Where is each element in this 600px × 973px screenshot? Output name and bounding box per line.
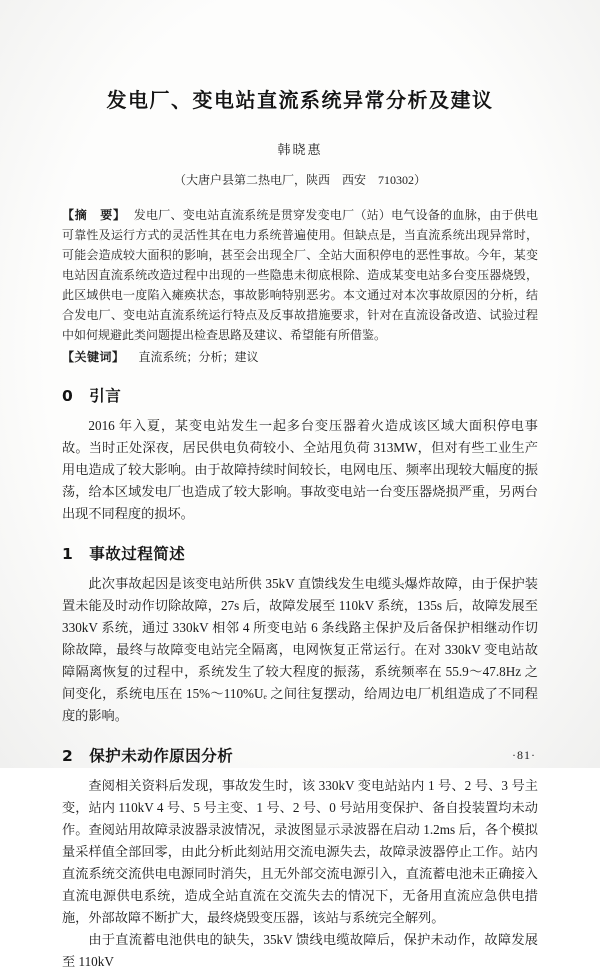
section-introduction: [62, 384, 538, 525]
paper-title: 发电厂、变电站直流系统异常分析及建议: [106, 90, 494, 112]
keywords-text: 直流系统；分析；建议: [138, 350, 259, 364]
section-protection-failure-analysis: [62, 744, 538, 973]
paragraph: 2016 年入夏，某变电站发生一起多台变压器着火造成该区域大面积停电事故。当时正处深夜，居民供电负荷较小、全站甩负荷 313MW，但对有些工业生产用电造成了较大影响。由于故障持续时间较长，电网电压、频率出现较大幅度的振荡，给本区域发电厂也造成了较大影响。事故变电站一台变压器烧损严重，另两台出现不同程度的损坏。: [62, 418, 538, 521]
abstract-text: 发电厂、变电站直流系统是贯穿发变电厂（站）电气设备的血脉，由于供电可靠性及运行方式的灵活性其在电力系统普遍使用。但缺点是，当直流系统出现异常时，可能会造成较大面积的影响，甚至会出现全厂、全站大面积停电的恶性事故。今年，某变电站因直流系统改造过程中出现的一些隐患未彻底根除、造成某变电站多台变压器烧毁，此区域供电一度陷入瘫痪状态，事故影响特别恶劣。本文通过对本次事故原因的分析，结合发电厂、变电站直流系统运行特点及反事故措施要求，针对在直流设备改造、试验过程中如何规避此类问题提出检查思路及建议、希望能有所借鉴。: [62, 208, 538, 342]
section-accident-overview: [62, 542, 538, 727]
page-number: ·81·: [512, 748, 536, 762]
paragraph: 由于直流蓄电池供电的缺失，35kV 馈线电缆故障后，保护未动作，故障发展至 110kV: [62, 932, 538, 969]
paragraph: 查阅相关资料后发现，事故发生时，该 330kV 变电站站内 1 号、2 号、3 号主变，站内 110kV 4 号、5 号主变、1 号、2 号、0 号站用变保护、备自投装置均未动作。查阅站用故障录波器录波情况，录波图显示录波器在启动 1.2ms 后，各个模拟量采样值全部回零，由此分析此刻站用交流电源失去，故障录波器停止工作。站内直流系统交流供电电源同时消失，且无外部交流电源引入，直流蓄电池未正确接入直流电源供电系统，造成全站直流在交流失去的情况下，无备用直流应急供电措施，外部故障不断扩大，最终烧毁变压器，该站与系统完全解列。: [62, 778, 538, 925]
abstract-label: 【摘 要】: [62, 208, 126, 222]
author-name: 韩晓惠: [277, 142, 323, 157]
paragraph: 此次事故起因是该变电站所供 35kV 直馈线发生电缆头爆炸故障，由于保护装置未能及时动作切除故障，27s 后，故障发展至 110kV 系统，135s 后，故障发展至 330kV 系统，通过 330kV 相邻 4 所变电站 6 条线路主保护及后备保护相继动作切除故障，最终与故障变电站完全隔离，电网恢复正常运行。在对 330kV 变电站故障隔离恢复的过程中，系统发生了较大程度的振荡，系统频率在 55.9～47.8Hz 之间变化，系统电压在 15%～110%Uₑ 之间往复摆动，给周边电厂机组造成了不同程度的影响。: [62, 576, 538, 723]
section-heading-accident-overview: 1 事故过程简述: [62, 545, 186, 563]
section-heading-introduction: 0 引言: [62, 387, 122, 405]
keywords-block: [62, 347, 538, 367]
abstract-block: [62, 205, 538, 345]
keywords-label: 【关键词】: [62, 350, 125, 364]
section-heading-protection-failure-analysis: 2 保护未动作原因分析: [62, 747, 234, 765]
author-affiliation: （大唐户县第二热电厂，陕西 西安 710302）: [173, 173, 426, 187]
